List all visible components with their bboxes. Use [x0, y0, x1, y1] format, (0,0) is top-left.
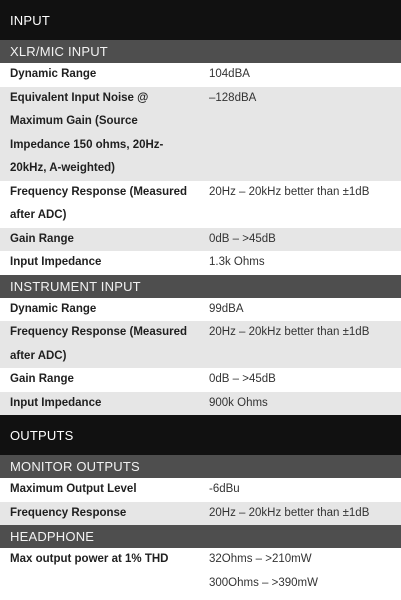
section-title: OUTPUTS — [10, 427, 74, 443]
spec-value — [209, 368, 401, 392]
spec-label — [0, 228, 209, 252]
subsection-header-instrument-input — [0, 275, 401, 298]
spec-value — [209, 181, 401, 228]
subsection-title: MONITOR OUTPUTS — [10, 459, 140, 474]
subsection-title: XLR/MIC INPUT — [10, 44, 108, 59]
spec-label-line: Frequency Response — [10, 506, 127, 519]
spec-value-line: 1.3k Ohms — [209, 256, 265, 268]
spec-value — [209, 548, 401, 595]
spec-value-line: 104dBA — [209, 68, 250, 80]
spec-value — [209, 321, 401, 368]
spec-value — [209, 502, 401, 526]
spec-row — [0, 228, 401, 252]
spec-label-line: Gain Range — [10, 232, 74, 245]
spec-value-line: 20Hz – 20kHz better than ±1dB — [209, 506, 370, 519]
spec-value — [209, 228, 401, 252]
spec-value-line: 300Ohms – >390mW — [209, 576, 318, 589]
spec-label-line: Dynamic Range — [10, 68, 97, 80]
spec-value-line: 20Hz – 20kHz better than ±1dB — [209, 185, 370, 198]
spec-value — [209, 392, 401, 416]
spec-value-line: 0dB – >45dB — [209, 232, 276, 245]
spec-row — [0, 368, 401, 392]
spec-label-line: Dynamic Range — [10, 302, 97, 315]
spec-value — [209, 478, 401, 502]
spec-value-line: -6dBu — [209, 483, 240, 495]
subsection-header-monitor-outputs — [0, 455, 401, 478]
subsection-title: INSTRUMENT INPUT — [10, 278, 141, 294]
spec-label-line: Maximum Gain (Source — [10, 115, 138, 127]
spec-label-line: 20kHz, A-weighted) — [10, 162, 116, 174]
spec-label-line: Frequency Response (Measured — [10, 326, 188, 338]
spec-value-line: –128dBA — [209, 91, 257, 104]
spec-label-line: Impedance 150 ohms, 20Hz- — [10, 138, 164, 151]
headphone-rows — [0, 548, 401, 595]
subsection-title: HEADPHONE — [10, 529, 95, 544]
spec-row — [0, 251, 401, 275]
spec-row — [0, 392, 401, 416]
subsection-header-headphone — [0, 525, 401, 548]
spec-label — [0, 368, 209, 392]
spec-label-line: after ADC) — [10, 209, 67, 221]
subsection-header-xlr-mic-input — [0, 40, 401, 63]
spec-row — [0, 502, 401, 526]
spec-label — [0, 392, 209, 416]
spec-label — [0, 548, 209, 595]
spec-value-line: 900k Ohms — [209, 396, 268, 409]
spec-label-line: after ADC) — [10, 349, 67, 362]
spec-label-line: Max output power at 1% THD — [10, 553, 169, 565]
spec-row — [0, 87, 401, 181]
spec-row — [0, 321, 401, 368]
xlr-rows — [0, 63, 401, 275]
spec-value — [209, 87, 401, 181]
spec-row — [0, 181, 401, 228]
spec-label-line: Maximum Output Level — [10, 483, 137, 495]
spec-value-line: 32Ohms – >210mW — [209, 553, 312, 565]
spec-value — [209, 298, 401, 322]
spec-label-line: Input Impedance — [10, 396, 102, 409]
spec-row — [0, 298, 401, 322]
spec-value — [209, 251, 401, 275]
spec-value — [209, 63, 401, 87]
spec-label-line: Input Impedance — [10, 256, 102, 268]
spec-value-line: 0dB – >45dB — [209, 373, 276, 385]
spec-row — [0, 478, 401, 502]
spec-row — [0, 63, 401, 87]
spec-row — [0, 548, 401, 595]
spec-label — [0, 298, 209, 322]
spec-label — [0, 321, 209, 368]
instrument-rows — [0, 298, 401, 416]
spec-label — [0, 181, 209, 228]
monitor-rows — [0, 478, 401, 525]
section-header-input — [0, 0, 401, 40]
spec-label — [0, 478, 209, 502]
spec-label-line: Frequency Response (Measured — [10, 185, 188, 198]
section-title: INPUT — [10, 12, 50, 28]
spec-label — [0, 87, 209, 181]
section-header-outputs — [0, 415, 401, 455]
spec-label-line: Gain Range — [10, 373, 74, 385]
spec-label — [0, 63, 209, 87]
spec-label — [0, 502, 209, 526]
spec-label — [0, 251, 209, 275]
spec-label-line: Equivalent Input Noise @ — [10, 91, 149, 104]
spec-value-line: 99dBA — [209, 302, 244, 315]
spec-value-line: 20Hz – 20kHz better than ±1dB — [209, 326, 370, 338]
